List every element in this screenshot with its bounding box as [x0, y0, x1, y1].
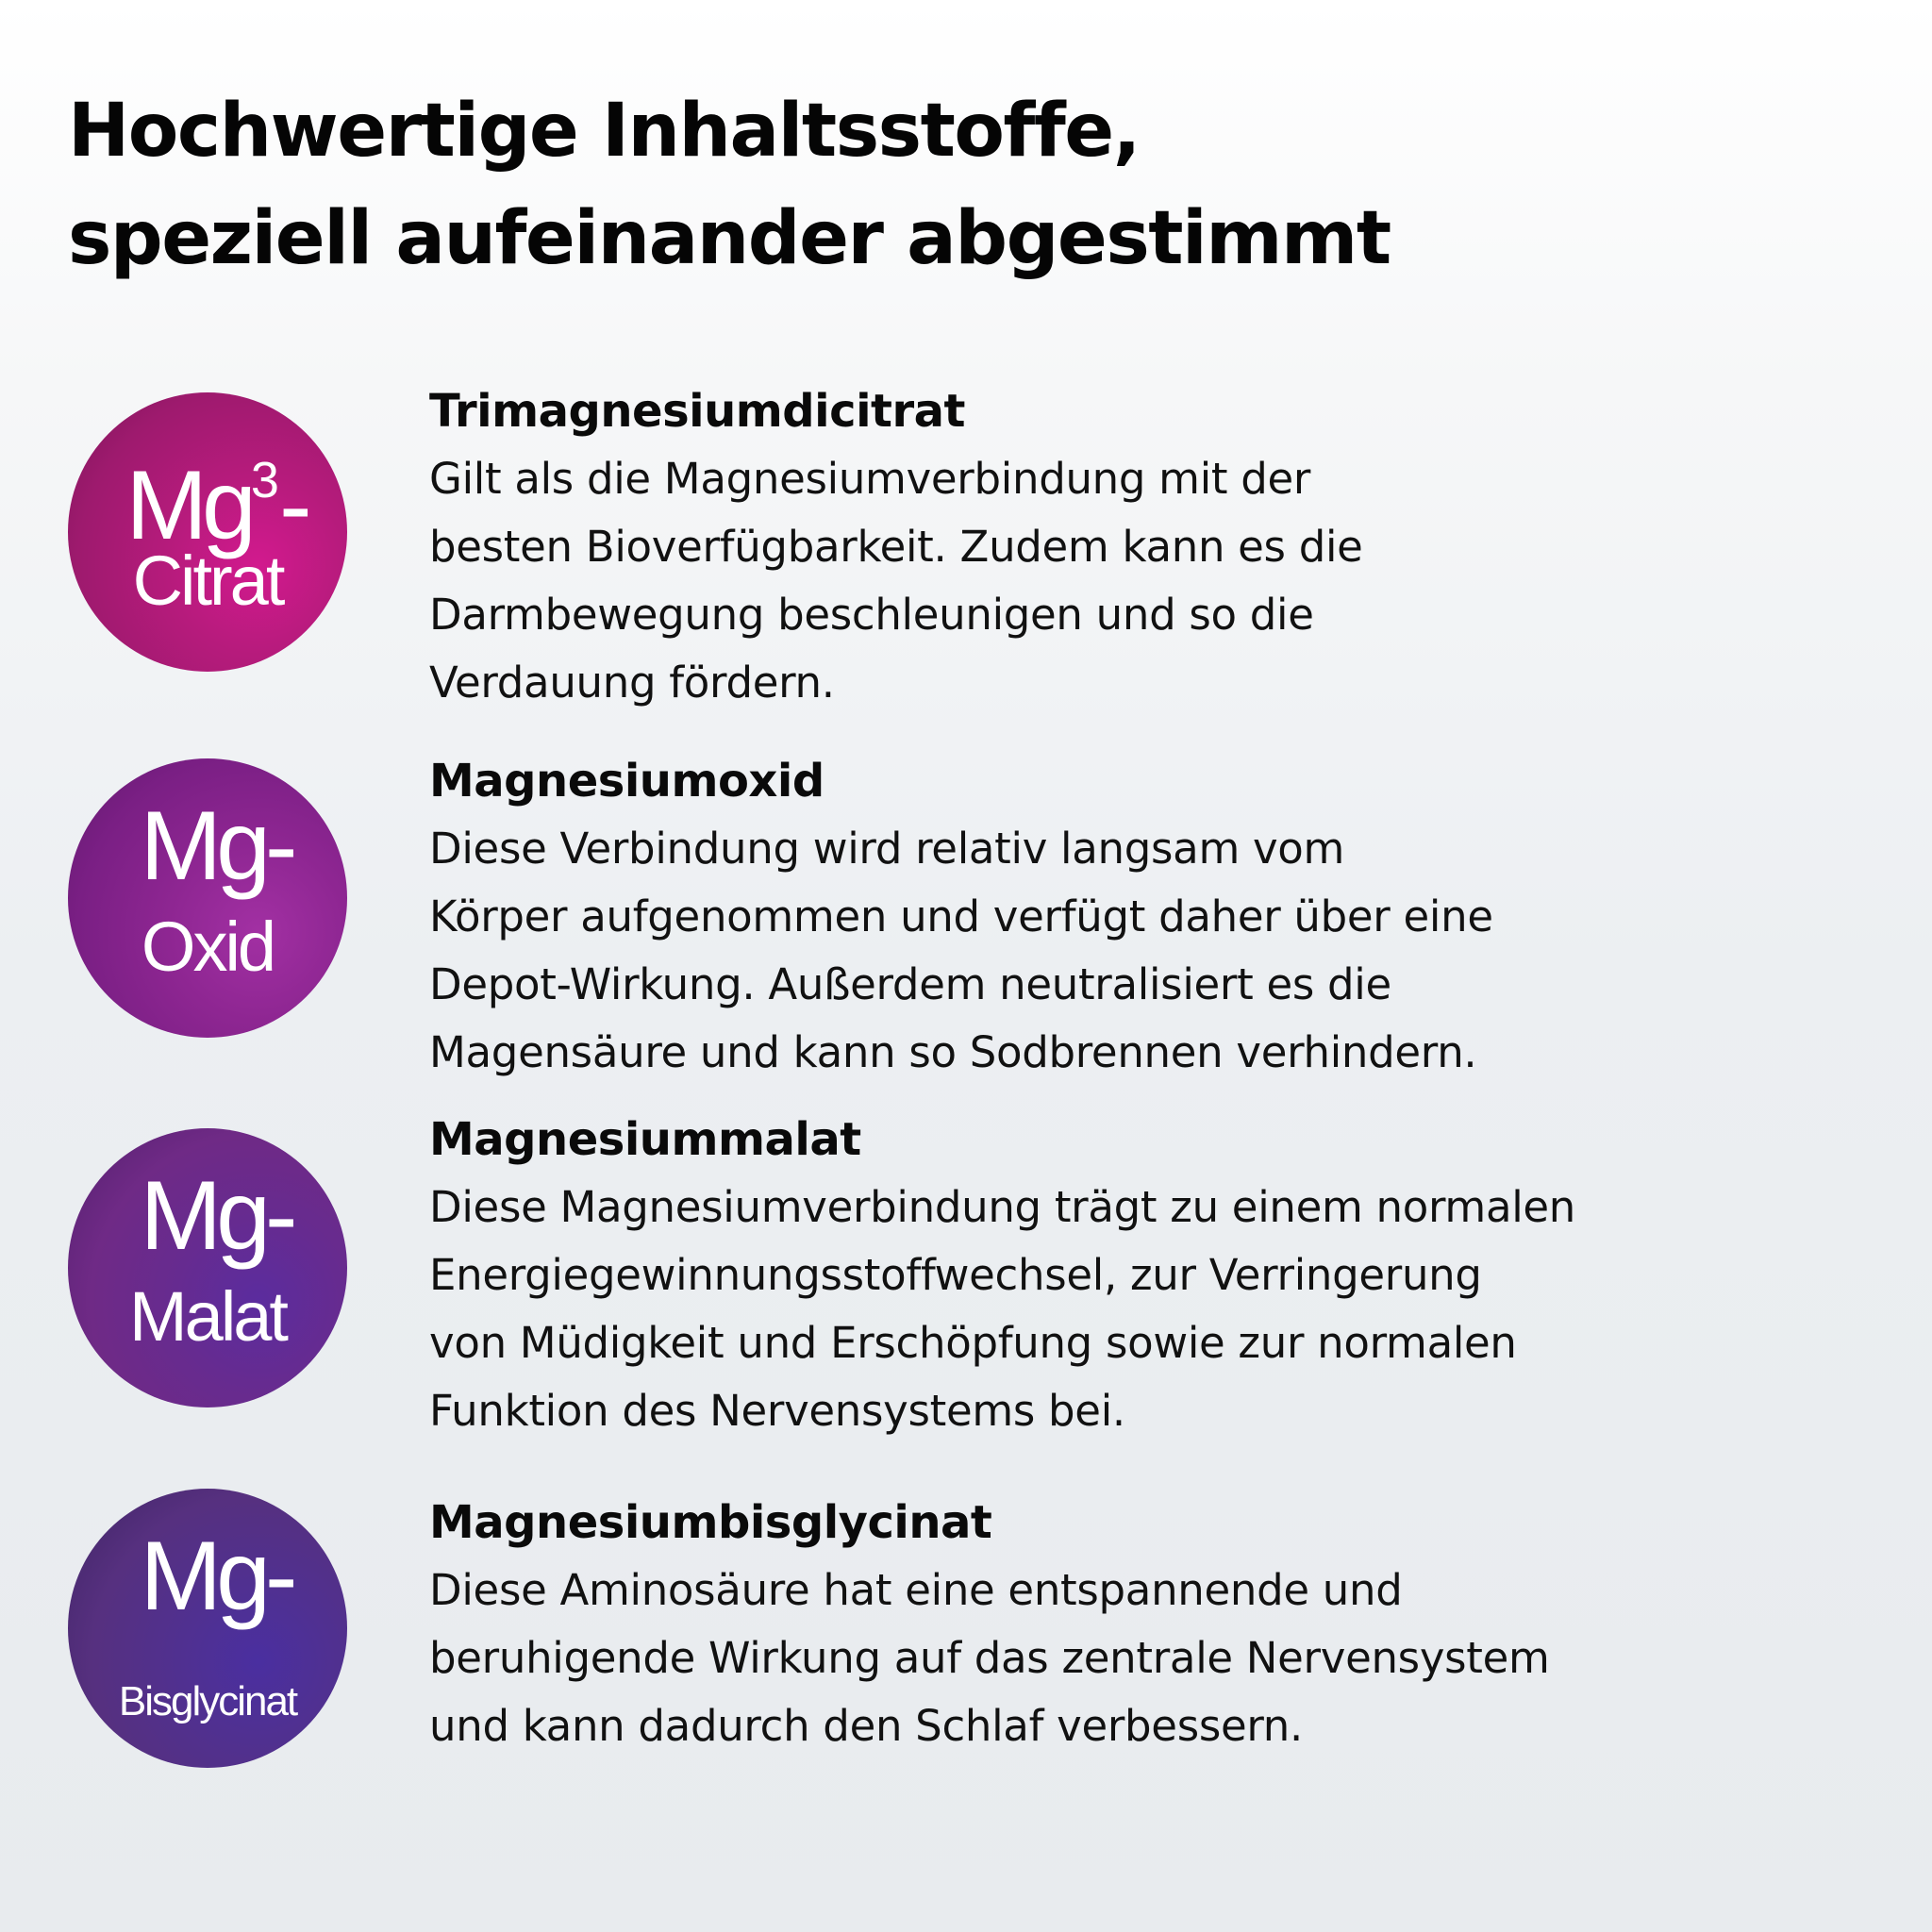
badge-mg-label: Mg- — [140, 1161, 292, 1271]
ingredient-body: Diese Aminosäure hat eine entspannende und beruhigende Wirkung auf das zentrale Nervensystem und kann dadurch den Schlaf verbessern. — [429, 1565, 1550, 1751]
badge-mg-label: Mg$^3$- — [125, 451, 307, 560]
badge-sub-label: Oxid — [141, 908, 275, 986]
ingredient-description — [429, 377, 1750, 717]
badge-mg-malat — [68, 1128, 347, 1407]
badge-mg-bisglycinat — [68, 1489, 347, 1768]
badge-sub-label: Citrat — [132, 541, 283, 620]
headline-line-2: speziell aufeinander abgestimmt — [68, 196, 1391, 281]
ingredient-description — [429, 1489, 1750, 1760]
ingredient-description — [429, 747, 1750, 1087]
badge-mg-label: Mg- — [140, 1522, 292, 1631]
ingredient-body: Gilt als die Magnesiumverbindung mit der besten Bioverfügbarkeit. Zudem kann es die Darmbewegung beschleunigen und so die Verdauung fördern. — [429, 454, 1363, 708]
badge-mg-oxid — [68, 758, 347, 1038]
page-title — [68, 77, 1391, 292]
ingredient-title: Trimagnesiumdicitrat — [429, 385, 965, 438]
badge-sub-label: Malat — [129, 1277, 286, 1356]
ingredient-body: Diese Verbindung wird relativ langsam vom Körper aufgenommen und verfügt daher über eine Depot-Wirkung. Außerdem neutralisiert es die Magensäure und kann so Sodbrennen verhindern. — [429, 824, 1493, 1077]
ingredient-title: Magnesiummalat — [429, 1113, 861, 1166]
headline-line-1: Hochwertige Inhaltsstoffe, — [68, 89, 1140, 174]
ingredient-title: Magnesiumoxid — [429, 755, 824, 808]
ingredient-title: Magnesiumbisglycinat — [429, 1496, 992, 1549]
badge-sub-label: Bisglycinat — [118, 1678, 297, 1724]
ingredient-description — [429, 1106, 1750, 1445]
badge-mg-citrat — [68, 392, 347, 672]
badge-mg-label: Mg- — [140, 791, 292, 901]
ingredient-body: Diese Magnesiumverbindung trägt zu einem normalen Energiegewinnungsstoffwechsel, zur Verringerung von Müdigkeit und Erschöpfung sowie zur normalen Funktion des Nervensystems bei. — [429, 1182, 1576, 1436]
